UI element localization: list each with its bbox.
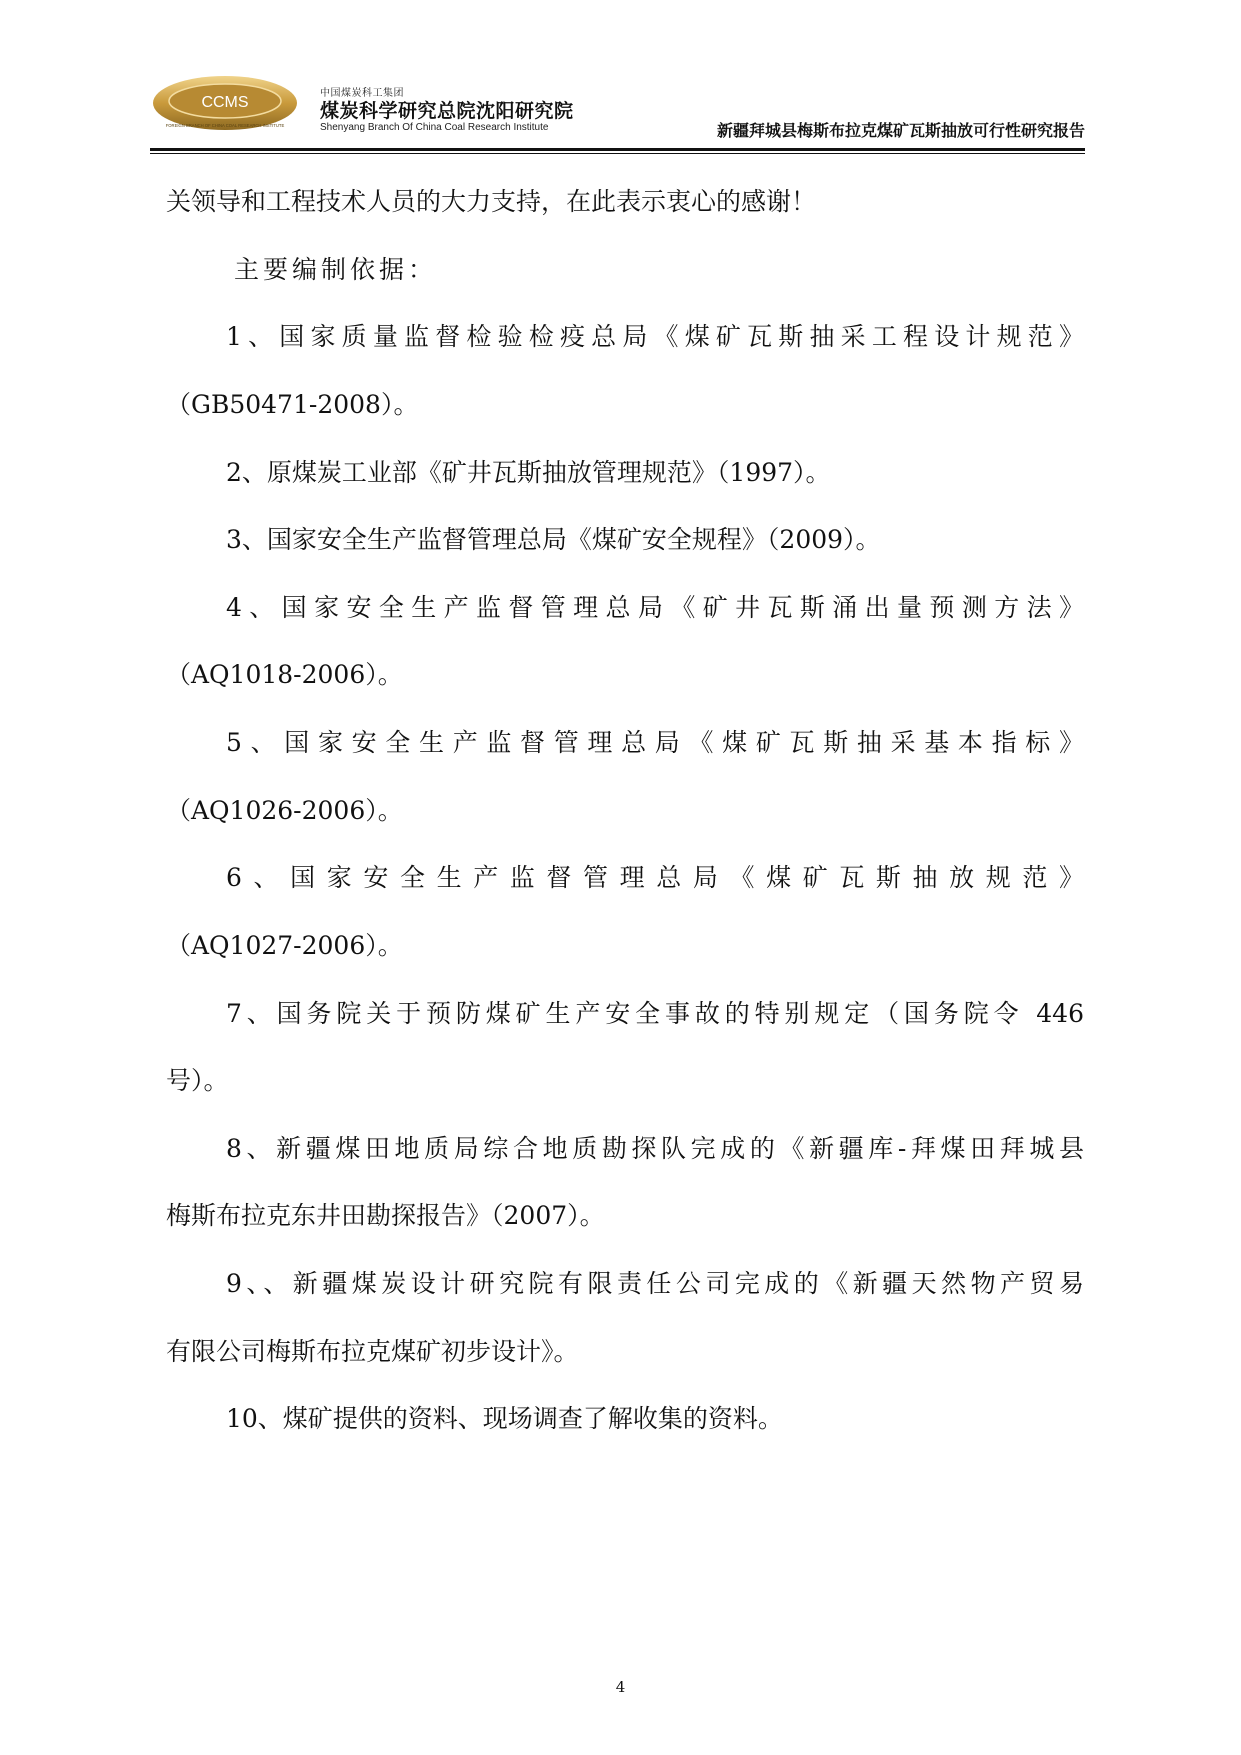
report-title: 新疆拜城县梅斯布拉克煤矿瓦斯抽放可行性研究报告 (716, 121, 1085, 140)
org-group-name: 中国煤炭科工集团 (320, 88, 404, 99)
list-item-continuation: （AQ1027-2006）。 (166, 931, 403, 960)
page-number: 4 (615, 1678, 626, 1696)
list-item: 4、国家安全生产监督管理总局《矿井瓦斯涌出量预测方法》 (226, 593, 1084, 622)
ccms-logo (150, 74, 300, 132)
list-item-continuation: （AQ1026-2006）。 (166, 796, 403, 825)
list-item: 2、原煤炭工业部《矿井瓦斯抽放管理规范》（1997）。 (226, 458, 831, 487)
list-item-continuation: 号）。 (166, 1066, 229, 1095)
header-rule-thick (150, 148, 1085, 151)
list-item: 1、国家质量监督检验检疫总局《煤矿瓦斯抽采工程设计规范》 (226, 322, 1084, 351)
list-item: 8、新疆煤田地质局综合地质勘探队完成的《新疆库-拜煤田拜城县 (226, 1134, 1084, 1163)
list-item: 9、、新疆煤炭设计研究院有限责任公司完成的《新疆天然物产贸易 (226, 1269, 1084, 1298)
list-item: 5、国家安全生产监督管理总局《煤矿瓦斯抽采基本指标》 (226, 728, 1084, 757)
list-item: 6、国家安全生产监督管理总局《煤矿瓦斯抽放规范》 (226, 863, 1084, 892)
list-item: 3、国家安全生产监督管理总局《煤矿安全规程》（2009）。 (226, 525, 881, 554)
section-heading: 主要编制依据： (234, 255, 438, 284)
org-english-name: Shenyang Branch Of China Coal Research Institute (320, 122, 549, 133)
list-item-continuation: （AQ1018-2006）。 (166, 660, 403, 689)
logo-text: CCMS (201, 94, 249, 111)
list-item: 7、国务院关于预防煤矿生产安全事故的特别规定（国务院令 446 (226, 999, 1084, 1028)
logo-ring-text: FOREIGN BRANCH OF CHINA COAL RESEARCH INSTITUTE (165, 123, 285, 128)
list-item-continuation: 梅斯布拉克东井田勘探报告》（2007）。 (166, 1201, 605, 1230)
list-item: 10、煤矿提供的资料、现场调查了解收集的资料。 (226, 1404, 783, 1433)
org-name: 煤炭科学研究总院沈阳研究院 (320, 100, 574, 122)
list-item-continuation: 有限公司梅斯布拉克煤矿初步设计》。 (166, 1337, 579, 1366)
header-rule-thin (150, 153, 1085, 154)
page-header (150, 74, 1085, 152)
list-item-continuation: （GB50471-2008）。 (166, 390, 419, 419)
body-line: 关领导和工程技术人员的大力支持，在此表示衷心的感谢！ (166, 187, 817, 216)
